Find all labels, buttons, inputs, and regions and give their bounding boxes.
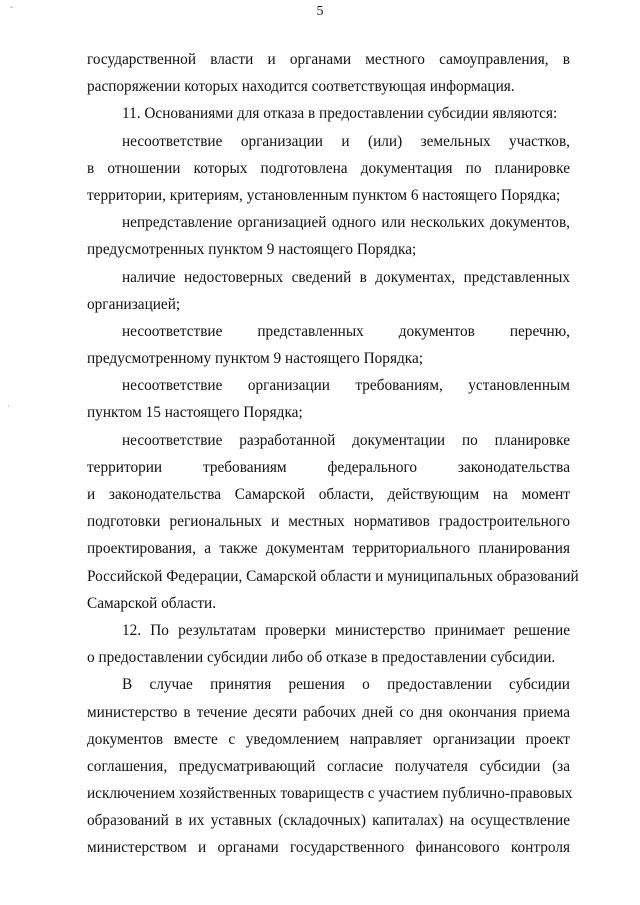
- text-line: 11. Основаниями для отказа в предоставлении субсидии являются:: [122, 105, 558, 123]
- text-line: образований в их уставных (складочных) капиталах) на осуществление: [87, 812, 570, 830]
- scan-mark: ˇ: [10, 5, 13, 15]
- text-line: предусмотренному пунктом 9 настоящего Порядка;: [87, 350, 424, 368]
- text-line: в отношении которых подготовлена документация по планировке: [87, 159, 570, 177]
- text-line: территории, критериям, установленным пунктом 6 настоящего Порядка;: [87, 186, 561, 204]
- text-line: 12. По результатам проверки министерство принимает решение: [122, 621, 570, 639]
- text-line: несоответствие организации требованиям, установленным: [122, 377, 570, 395]
- text-line: подготовки региональных и местных нормативов градостроительного: [87, 513, 570, 531]
- text-line: государственной власти и органами местного самоуправления, в: [87, 51, 570, 68]
- text-line: пунктом 15 настоящего Порядка;: [87, 404, 303, 422]
- text-line: Самарской области.: [87, 594, 217, 612]
- text-line: несоответствие разработанной документации по планировке: [122, 431, 570, 449]
- text-line: министерством и органами государственного финансового контроля: [87, 839, 570, 857]
- scan-mark: ·: [7, 401, 10, 411]
- text-line: В случае принятия решения о предоставлении субсидии: [122, 676, 570, 694]
- text-line: и законодательства Самарской области, действующим на момент: [87, 486, 570, 503]
- document-body: [87, 46, 579, 862]
- text-line: документов вместе с уведомлением направляет организации проект: [87, 730, 570, 748]
- page-number: 5: [316, 4, 324, 19]
- text-line: соглашения, предусматривающий согласие получателя субсидии (за: [87, 757, 570, 775]
- text-line: несоответствие организации и (или) земельных участков,: [122, 132, 570, 150]
- text-line: министерство в течение десяти рабочих дней со дня окончания приема: [87, 703, 570, 721]
- text-line: территории требованиям федерального законодательства: [87, 458, 570, 476]
- text-line: исключением хозяйственных товариществ с участием публично-правовых: [87, 785, 573, 803]
- text-line: организацией;: [87, 295, 181, 313]
- text-line: непредставление организацией одного или нескольких документов,: [122, 214, 570, 232]
- text-line: Российской Федерации, Самарской области и муниципальных образований: [87, 567, 579, 585]
- text-line: наличие недостоверных сведений в документах, представленных: [122, 268, 570, 286]
- text-line: предусмотренных пунктом 9 настоящего Порядка;: [87, 241, 417, 259]
- text-line: распоряжении которых находится соответствующая информация.: [87, 78, 515, 96]
- text-line: о предоставлении субсидии либо об отказе в предоставлении субсидии.: [87, 649, 556, 667]
- text-line: несоответствие представленных документов перечню,: [122, 322, 570, 340]
- text-line: проектирования, а также документам территориального планирования: [87, 540, 570, 558]
